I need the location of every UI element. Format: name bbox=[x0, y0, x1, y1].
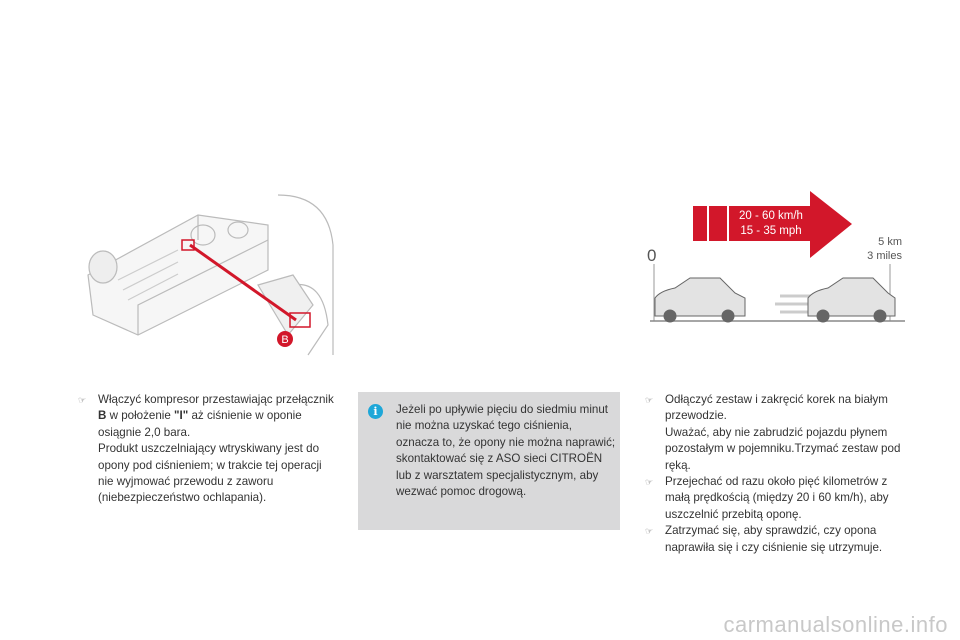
watermark: carmanualsonline.info bbox=[723, 612, 948, 637]
speed-kmh: 20 - 60 km/h bbox=[739, 210, 803, 222]
compressor-illustration bbox=[78, 185, 340, 360]
car-moving bbox=[808, 278, 895, 322]
speed-mph: 15 - 35 mph bbox=[740, 225, 802, 237]
left-instructions bbox=[78, 392, 340, 507]
text: Przejechać od razu około pięć kilometrów z małą prędkością (między 20 i 60 km/h), aby uszczelnić przebitą oponę. bbox=[665, 475, 889, 521]
text: w położenie bbox=[106, 409, 175, 423]
bullet-item bbox=[645, 523, 910, 556]
text: aż ciśnienie w oponie osiągnie 2,0 bara. bbox=[98, 409, 302, 439]
info-icon: i bbox=[368, 404, 383, 419]
text: Zatrzymać się, aby sprawdzić, czy opona naprawiła się i czy ciśnienie się utrzymuje. bbox=[665, 524, 883, 554]
position-label: "I" bbox=[174, 409, 189, 423]
distance-miles: 3 miles bbox=[867, 250, 902, 262]
bullet-item bbox=[78, 392, 340, 507]
switch-label: B bbox=[98, 409, 107, 423]
pointing-hand-icon: ☞ bbox=[78, 395, 87, 405]
pointing-hand-icon: ☞ bbox=[645, 395, 654, 405]
bullet-item bbox=[645, 474, 910, 523]
info-text: Jeżeli po upływie pięciu do siedmiu minut nie można uzyskać tego ciśnienia, oznacza to, że opony nie można naprawić; skontaktować się z ASO sieci CITROËN lub z warsztatem specjalistycznym, aby wezwać pomoc drogową. bbox=[396, 403, 616, 499]
text: Uważać, aby nie zabrudzić pojazdu płynem pozostałym w pojemniku.Trzymać zestaw pod ręką. bbox=[665, 425, 901, 472]
start-label: 0 bbox=[647, 246, 657, 265]
pointing-hand-icon: ☞ bbox=[645, 477, 654, 488]
car-start bbox=[655, 278, 745, 322]
info-box bbox=[358, 392, 620, 530]
text: Włączyć kompresor przestawiając przełącznik bbox=[98, 393, 334, 406]
text: Odłączyć zestaw i zakręcić korek na białym przewodzie. bbox=[665, 393, 888, 423]
svg-text:B: B bbox=[281, 334, 289, 346]
driving-illustration bbox=[640, 188, 910, 328]
bullet-item bbox=[645, 392, 910, 474]
right-instructions bbox=[645, 392, 910, 556]
pointing-hand-icon: ☞ bbox=[645, 526, 654, 537]
text: Produkt uszczelniający wtryskiwany jest do opony pod ciśnieniem; w trakcie tej operacji nie wyjmować przewodu z zaworu (niebezpieczeństwo ochlapania). bbox=[98, 442, 322, 505]
distance-km: 5 km bbox=[878, 236, 902, 248]
